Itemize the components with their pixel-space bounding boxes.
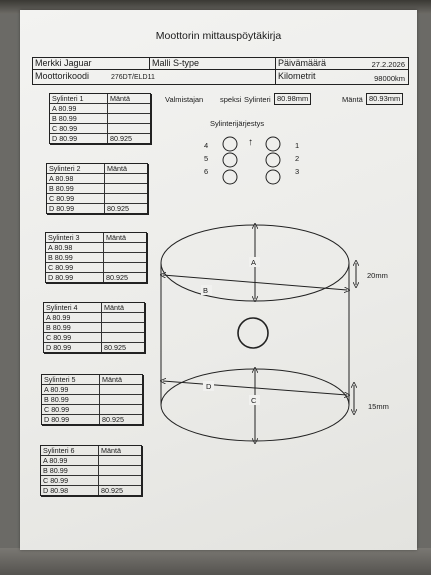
label-b: B — [203, 286, 209, 295]
label-c: C — [251, 396, 257, 405]
moottorikoodi-label: Moottorikoodi — [35, 71, 90, 81]
piston-value: 80.925 — [104, 343, 126, 352]
measure-d: D 80.99 — [50, 134, 108, 143]
measure-d: D 80.99 — [46, 273, 104, 282]
firing-order-title: Sylinterijärjestys — [210, 119, 265, 128]
cylinder-name: Sylinteri 6 — [41, 446, 99, 455]
measure-b: B 80.99 — [50, 114, 108, 123]
firing-left-2: 5 — [204, 154, 209, 163]
cylinder-name: Sylinteri 2 — [47, 164, 105, 173]
moottorikoodi-value: 276DT/ELD11 — [111, 74, 155, 81]
piston-header: Mäntä — [107, 164, 127, 173]
piston-header: Mäntä — [101, 446, 121, 455]
firing-right-3: 3 — [295, 167, 300, 176]
piston-header: Mäntä — [102, 375, 122, 384]
measure-b: B 80.99 — [41, 466, 99, 475]
cylinder-bore-diagram — [20, 10, 417, 550]
speksi-label: speksi — [220, 95, 242, 104]
measure-a: A 80.99 — [42, 385, 100, 394]
piston-header: Mäntä — [104, 303, 124, 312]
paivamaara-label: Päivämäärä — [278, 58, 327, 68]
cylinder-name: Sylinteri 5 — [42, 375, 100, 384]
measure-a: A 80.99 — [50, 104, 108, 113]
malli-label: Malli S-type — [152, 58, 200, 68]
firing-right-1: 1 — [295, 141, 300, 150]
measure-c: C 80.99 — [46, 263, 104, 272]
measure-a: A 80.98 — [46, 243, 104, 252]
measure-d: D 80.99 — [47, 204, 105, 213]
merkki-label: Merkki Jaguar — [35, 58, 92, 68]
measure-d: D 80.99 — [42, 415, 100, 424]
arrow-up-icon: ↑ — [248, 137, 253, 148]
piston-header: Mäntä — [110, 94, 130, 103]
measurement-sheet — [20, 10, 417, 550]
piston-header: Mäntä — [106, 233, 126, 242]
table-surface-bottom — [0, 548, 431, 575]
firing-right-2: 2 — [295, 154, 300, 163]
measure-c: C 80.99 — [41, 476, 99, 485]
paivamaara-value: 27.2.2026 — [371, 60, 405, 69]
top-distance-label: 20mm — [367, 271, 388, 280]
firing-circle — [223, 153, 237, 167]
firing-circle — [223, 170, 237, 184]
bottom-distance-label: 15mm — [368, 402, 389, 411]
spec-manta-label: Mäntä — [342, 95, 363, 104]
firing-left-1: 4 — [204, 141, 209, 150]
measure-d: D 80.98 — [41, 486, 99, 495]
valmistajan-label: Valmistajan — [165, 95, 204, 104]
measure-d: D 80.99 — [44, 343, 102, 352]
piston-value: 80.925 — [102, 415, 124, 424]
measure-c: C 80.99 — [42, 405, 100, 414]
piston-value: 80.925 — [101, 486, 123, 495]
kilometrit-label: Kilometrit — [278, 71, 316, 81]
cylinder-name: Sylinteri 1 — [50, 94, 108, 103]
measure-c: C 80.99 — [47, 194, 105, 203]
piston-value: 80.925 — [110, 134, 132, 143]
center-hole — [238, 318, 268, 348]
measure-c: C 80.99 — [44, 333, 102, 342]
label-d: D — [206, 382, 212, 391]
firing-circle — [223, 137, 237, 151]
spec-sylinteri-label: Sylinteri — [244, 95, 271, 104]
piston-value: 80.925 — [107, 204, 129, 213]
firing-circle — [266, 153, 280, 167]
label-a: A — [251, 258, 257, 267]
spec-sylinteri-value: 80.98mm — [274, 93, 311, 105]
document-title: Moottorin mittauspöytäkirja — [155, 30, 282, 42]
firing-left-3: 6 — [204, 167, 209, 176]
measure-b: B 80.99 — [47, 184, 105, 193]
piston-value: 80.925 — [106, 273, 128, 282]
measure-c: C 80.99 — [50, 124, 108, 133]
cylinder-name: Sylinteri 4 — [44, 303, 102, 312]
spec-manta-value: 80.93mm — [366, 93, 403, 105]
kilometrit-value: 98000km — [374, 74, 405, 83]
measure-b: B 80.99 — [46, 253, 104, 262]
cylinder-name: Sylinteri 3 — [46, 233, 104, 242]
measure-a: A 80.99 — [44, 313, 102, 322]
firing-circle — [266, 170, 280, 184]
measure-a: A 80.98 — [47, 174, 105, 183]
measure-b: B 80.99 — [44, 323, 102, 332]
firing-circle — [266, 137, 280, 151]
measure-b: B 80.99 — [42, 395, 100, 404]
measure-a: A 80.99 — [41, 456, 99, 465]
